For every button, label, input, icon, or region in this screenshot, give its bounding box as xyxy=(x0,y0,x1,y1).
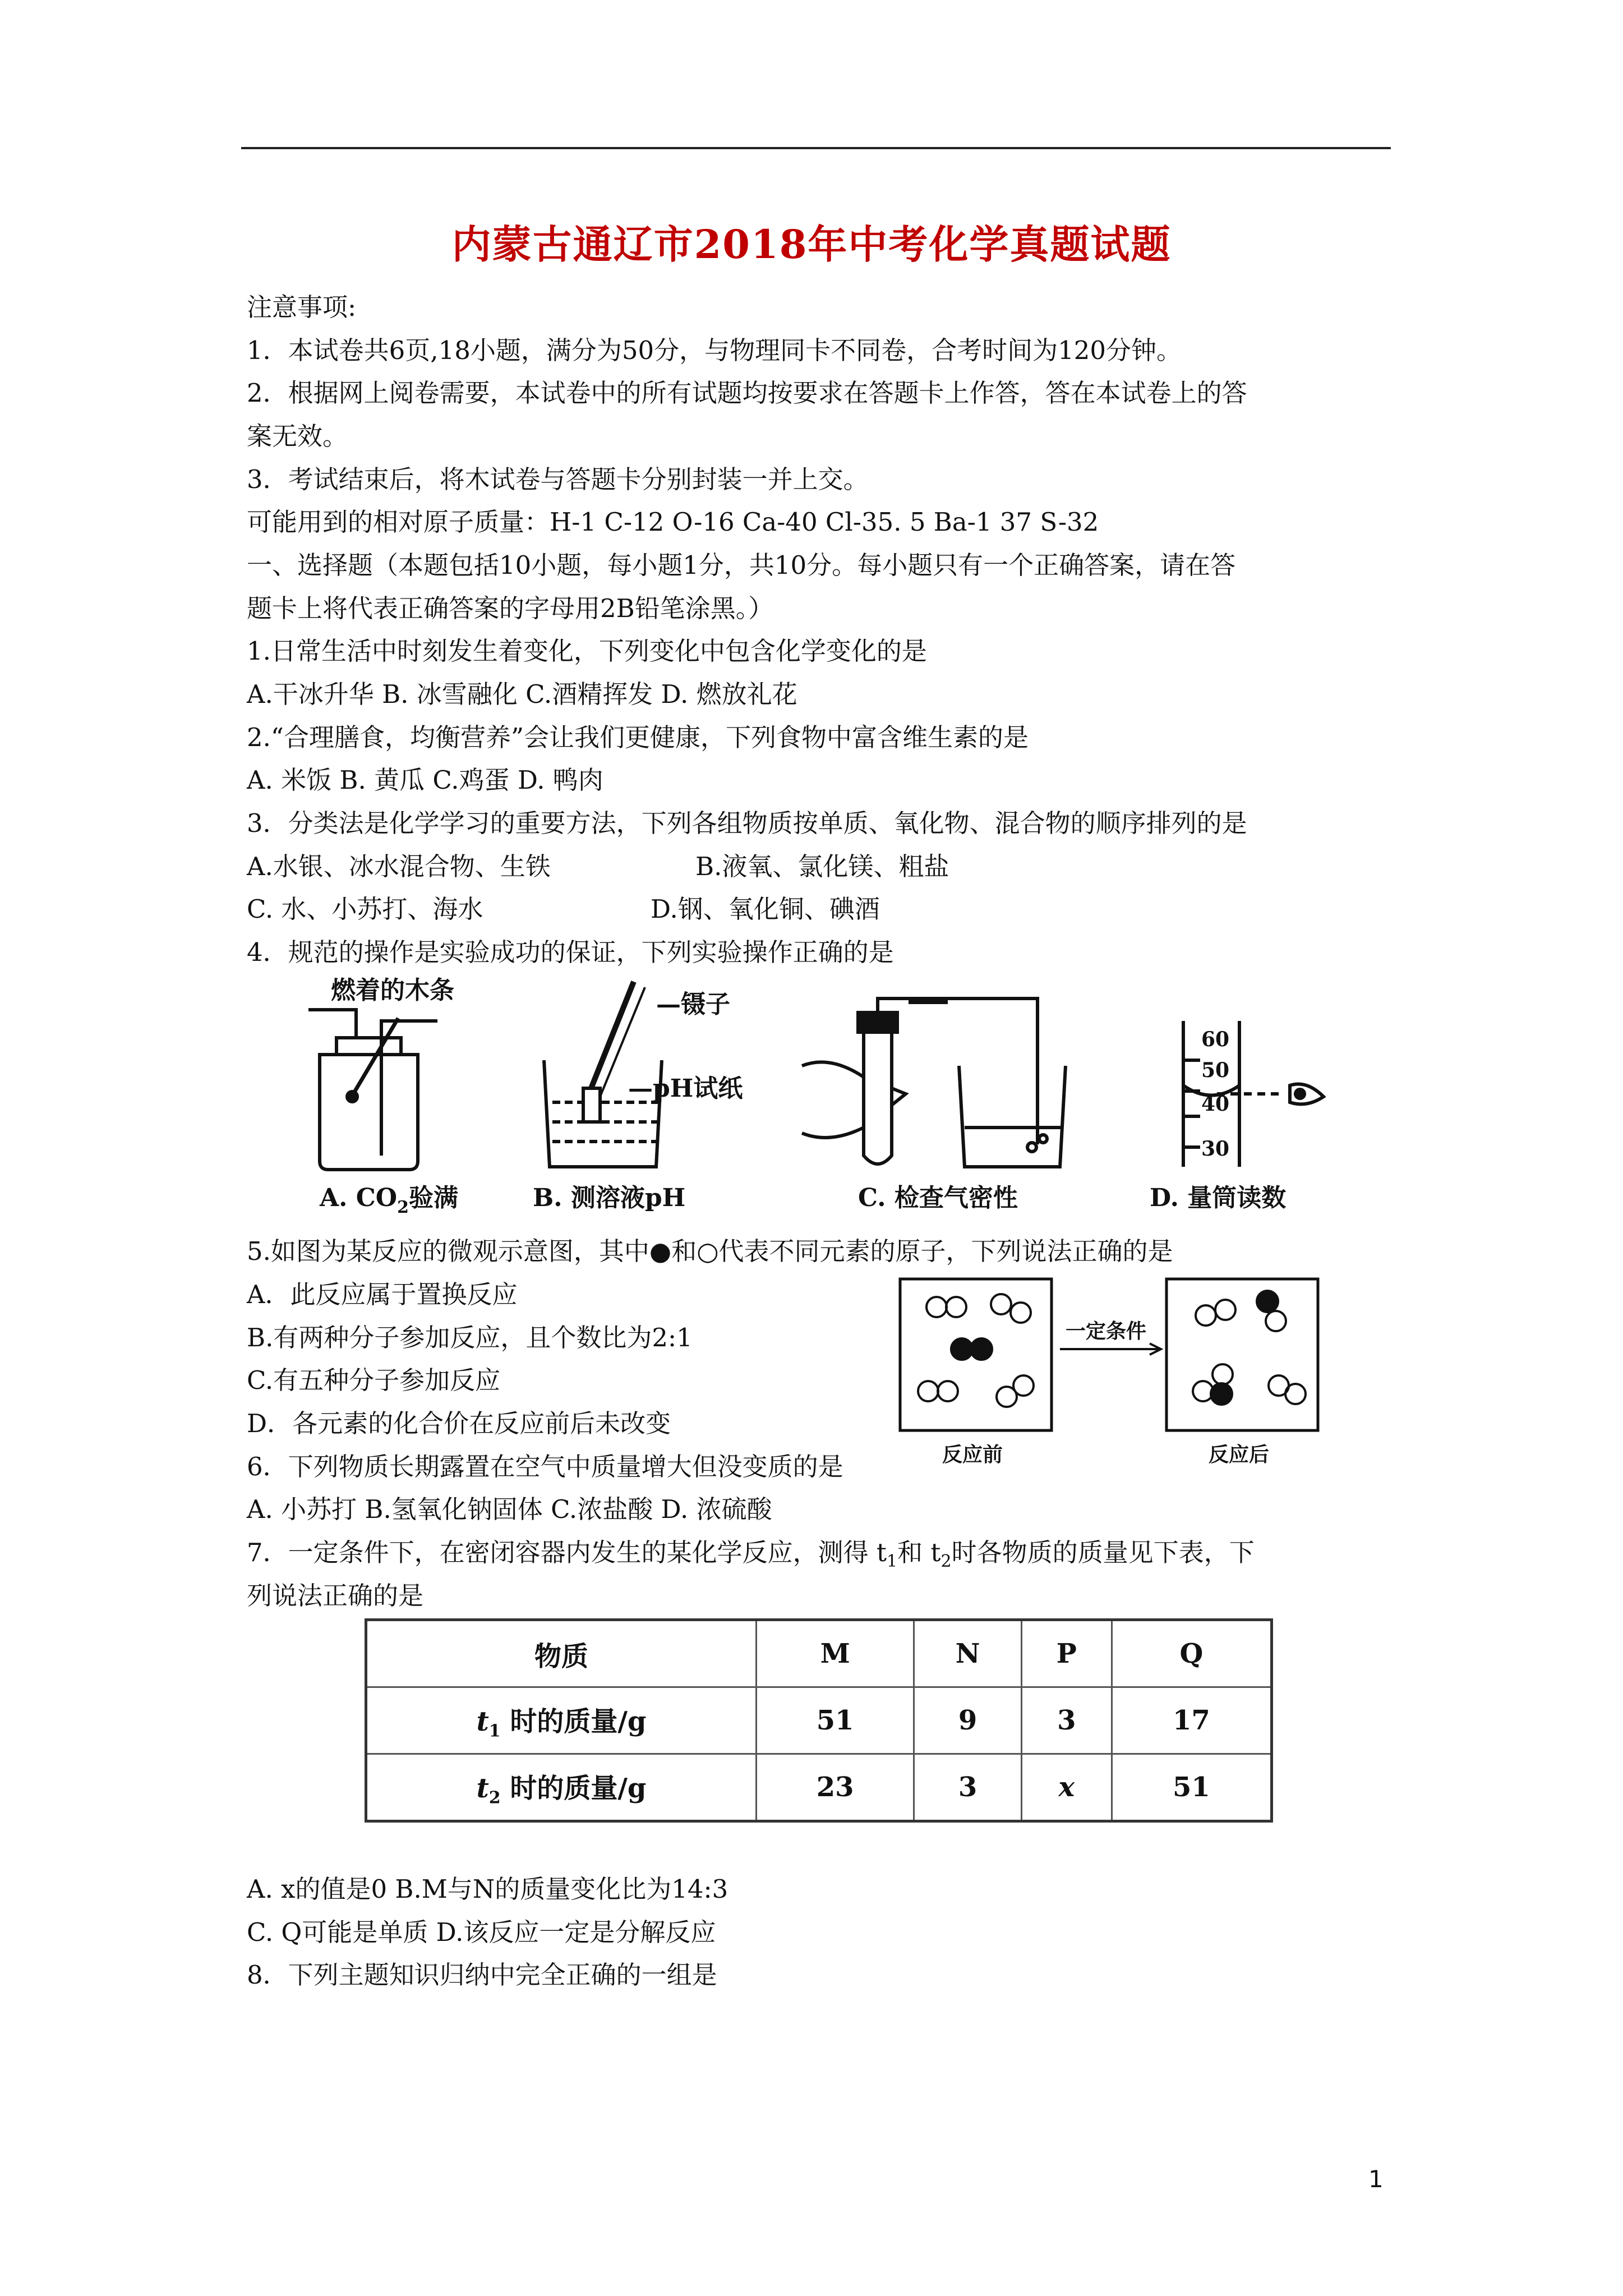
after-molecules xyxy=(1193,1291,1306,1405)
after-label: 反应后 xyxy=(1209,1443,1270,1466)
table-cell: 51 xyxy=(757,1687,914,1754)
q7-stem-line2: 列说法正确的是 xyxy=(247,1581,424,1611)
co2-test-bottle-icon xyxy=(308,1010,437,1170)
q7-mass-table xyxy=(365,1618,1273,1823)
header-cell: M xyxy=(757,1620,914,1687)
q2-options: A. 米饭 B. 黄瓜 C.鸡蛋 D. 鸭肉 xyxy=(247,765,603,795)
q6-stem: 6．下列物质长期露置在空气中质量增大但没变质的是 xyxy=(247,1452,843,1481)
table-cell: 51 xyxy=(1112,1754,1271,1821)
cylinder-tick-60: 60 xyxy=(1201,1028,1230,1051)
row-label-t2: $t_2$ 时的质量/g xyxy=(366,1754,757,1821)
q3-option-c: C. 水、小苏打、海水 xyxy=(247,894,483,924)
q8-stem: 8．下列主题知识归纳中完全正确的一组是 xyxy=(247,1960,717,1990)
table-cell: 9 xyxy=(914,1687,1021,1754)
q5-option-a: A．此反应属于置换反应 xyxy=(247,1280,518,1309)
row-label-t1: $t_1$ 时的质量/g xyxy=(366,1687,757,1754)
table-cell: 3 xyxy=(1021,1687,1112,1754)
fig-b-label-paper: —pH试纸 xyxy=(628,1074,743,1103)
q5-stem: 5.如图为某反应的微观示意图，其中●和○代表不同元素的原子，下列说法正确的是 xyxy=(247,1236,1173,1266)
cylinder-tick-30: 30 xyxy=(1201,1137,1230,1161)
atomic-mass-line: 可能用到的相对原子质量：H-1 C-12 O-16 Ca-40 Cl-35. 5 Ba-1 37 S-32 xyxy=(247,507,1099,537)
header-cell: Q xyxy=(1112,1620,1271,1687)
note-3: 3．考试结束后，将木试卷与答题卡分别封装一并上交。 xyxy=(247,464,869,494)
section1-line1: 一、选择题（本题包括10小题，每小题1分，共10分。每小题只有一个正确答案，请在答 xyxy=(247,550,1236,580)
q7-options-ab: A. x的值是0 B.M与N的质量变化比为14:3 xyxy=(247,1874,728,1904)
header-rule xyxy=(241,147,1391,149)
fig-b-caption: B. 测溶液pH xyxy=(533,1184,686,1212)
header-cell: 物质 xyxy=(366,1620,757,1687)
table-cell: x xyxy=(1021,1754,1112,1821)
header-cell: P xyxy=(1021,1620,1112,1687)
q5-reaction-figure xyxy=(897,1273,1324,1475)
section1-line2: 题卡上将代表正确答案的字母用2B铅笔涂黑。） xyxy=(247,593,774,623)
note-2a: 2．根据网上阅卷需要，本试卷中的所有试题均按要求在答题卡上作答，答在本试卷上的答 xyxy=(247,378,1247,408)
q5-option-c: C.有五种分子参加反应 xyxy=(247,1365,501,1395)
q3-option-d: D.钢、氧化铜、碘酒 xyxy=(651,894,880,924)
q7-stem-line1: 7．一定条件下，在密闭容器内发生的某化学反应，测得 $t_1$和 $t_2$时各物质的质量见下表，下 xyxy=(247,1538,1255,1571)
page-number: 1 xyxy=(1368,2165,1384,2193)
q1-stem: 1.日常生活中时刻发生着变化，下列变化中包含化学变化的是 xyxy=(247,636,927,666)
fig-d-caption: D. 量筒读数 xyxy=(1150,1184,1287,1212)
q1-options: A.干冰升华 B. 冰雪融化 C.酒精挥发 D. 燃放礼花 xyxy=(247,679,797,709)
q7-options-cd: C. Q可能是单质 D.该反应一定是分解反应 xyxy=(247,1917,716,1947)
header-cell: N xyxy=(914,1620,1021,1687)
fig-a-caption: A. $CO_2$验满 xyxy=(320,1184,458,1217)
note-1: 1．本试卷共6页,18小题，满分为50分，与物理同卡不同卷，合考时间为120分钟。 xyxy=(247,335,1182,365)
q2-stem: 2.“合理膳食，均衡营养”会让我们更健康，下列食物中富含维生素的是 xyxy=(247,723,1029,752)
table-row xyxy=(366,1754,1272,1821)
after-box xyxy=(1166,1279,1318,1430)
q4-experiment-figure xyxy=(297,976,1363,1217)
fig-b-label-tweezers: —镊子 xyxy=(656,990,730,1019)
table-cell: 3 xyxy=(914,1754,1021,1821)
before-molecules xyxy=(918,1294,1034,1407)
q5-option-d: D．各元素的化合价在反应前后未改变 xyxy=(247,1409,671,1438)
before-label: 反应前 xyxy=(942,1443,1003,1466)
q4-stem: 4．规范的操作是实验成功的保证，下列实验操作正确的是 xyxy=(247,937,894,967)
note-2b: 案无效。 xyxy=(247,421,348,451)
q6-options: A. 小苏打 B.氢氧化钠固体 C.浓盐酸 D. 浓硫酸 xyxy=(247,1494,772,1524)
table-cell: 17 xyxy=(1112,1687,1271,1754)
table-cell: 23 xyxy=(757,1754,914,1821)
notes-heading: 注意事项: xyxy=(247,292,357,322)
cylinder-tick-40: 40 xyxy=(1201,1092,1230,1116)
q3-stem: 3．分类法是化学学习的重要方法，下列各组物质按单质、氧化物、混合物的顺序排列的是 xyxy=(247,808,1247,838)
arrow-label: 一定条件 xyxy=(1066,1319,1147,1343)
airtightness-icon xyxy=(802,999,1066,1167)
q3-option-a: A.水银、冰水混合物、生铁 xyxy=(247,852,551,881)
fig-a-label: 燃着的木条 xyxy=(331,976,454,1005)
table-header-row xyxy=(366,1620,1272,1687)
fig-c-caption: C. 检查气密性 xyxy=(858,1184,1018,1212)
cylinder-tick-50: 50 xyxy=(1201,1059,1230,1082)
table-row xyxy=(366,1687,1272,1754)
page-title: 内蒙古通辽市2018年中考化学真题试题 xyxy=(451,221,1172,268)
q3-option-b: B.液氧、氯化镁、粗盐 xyxy=(695,852,949,881)
q5-option-b: B.有两种分子参加反应，且个数比为2:1 xyxy=(247,1323,693,1352)
